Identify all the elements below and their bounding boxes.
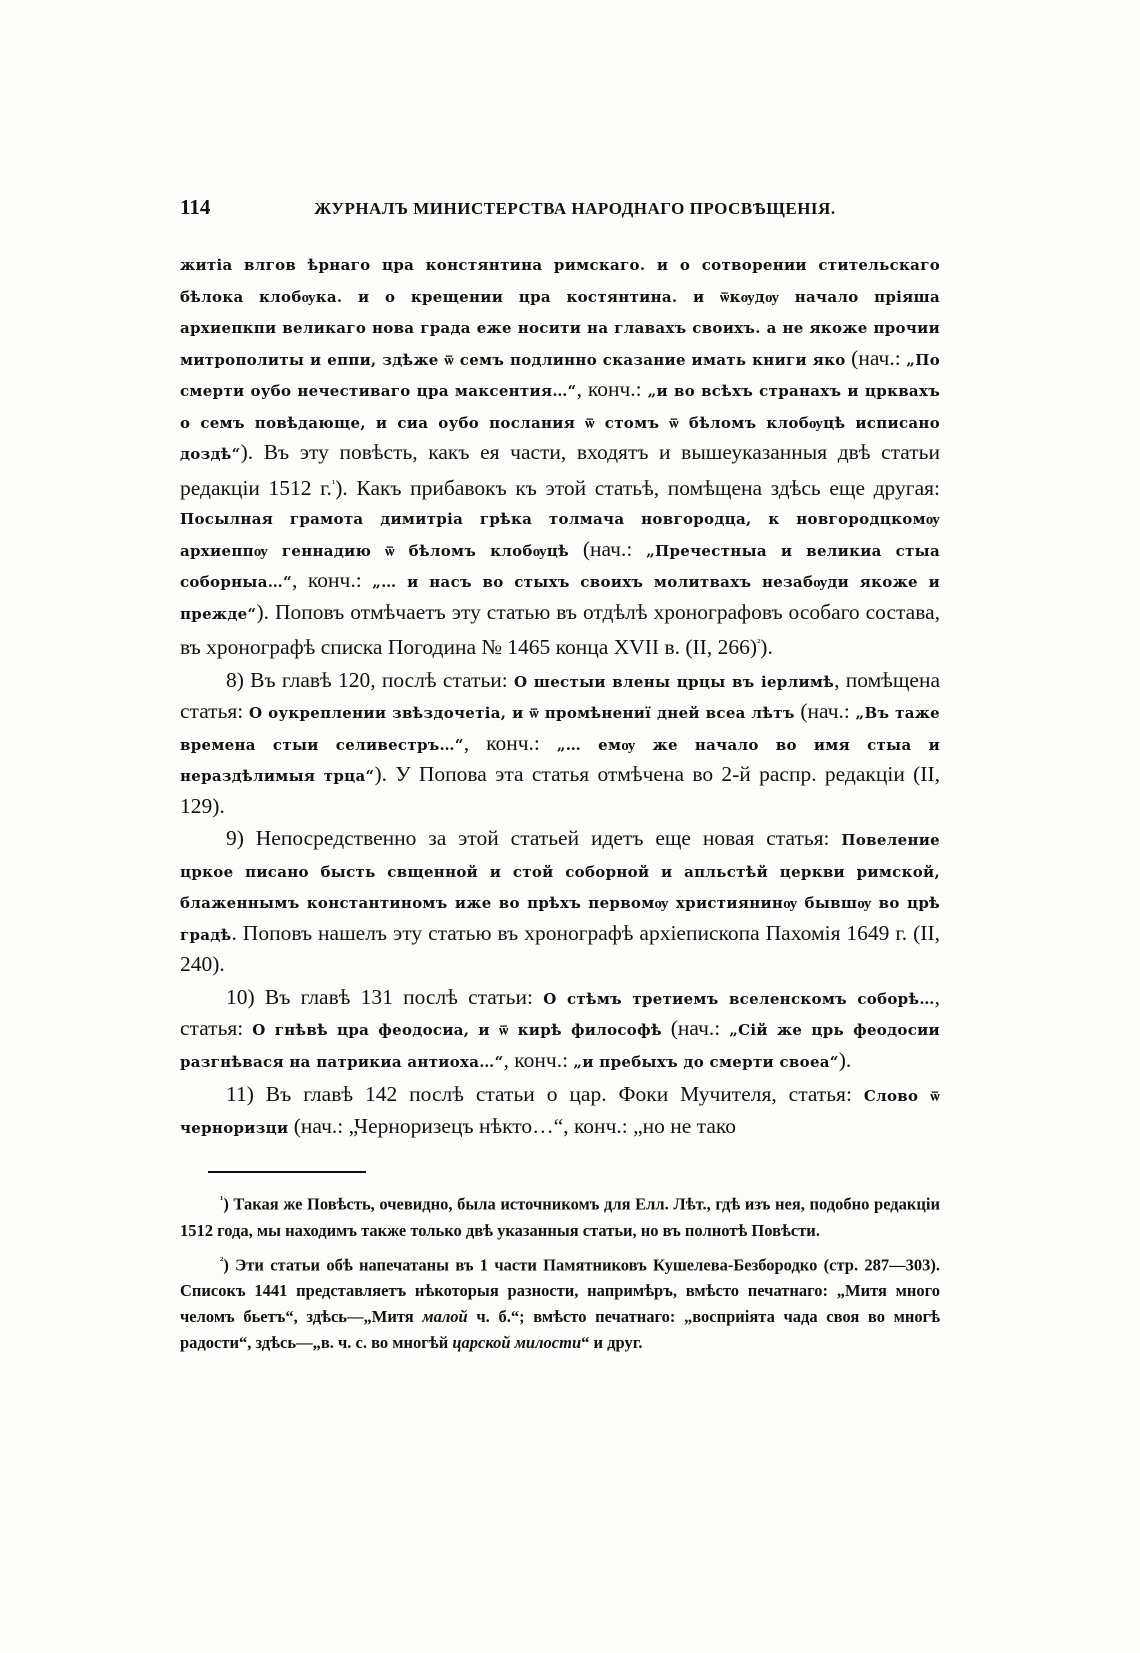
text-run: 10) Въ главѣ 131 послѣ статьи: [226,984,544,1009]
text-run: , статья: [180,984,940,1041]
slavonic-title: О оукреплении звѣздочетіа, и ѿ промѣнениї дней всеа лѣтъ [248,704,795,723]
slavonic-title: О стѣмъ третиемъ вселенскомъ соборѣ… [543,989,935,1008]
text-run: (нач.: [661,1016,730,1041]
footnote-italic: малой [422,1307,468,1327]
text-run: ). У Попова эта статья отмѣчена во 2-й распр. редакціи (II, 129). [180,762,941,818]
footnote-ref-2[interactable]: ² [756,637,761,650]
text-run: (нач.: [794,699,856,724]
slavonic-quote: „По смерти оубо нечестиваго цра максентия…“ [180,350,940,400]
running-title: ЖУРНАЛЪ МИНИСТЕРСТВА НАРОДНАГО ПРОСВѢЩЕНІЯ. [314,199,836,218]
text-run: (нач.: [569,536,647,561]
text-run: 11) Въ главѣ 142 послѣ статьи о цар. Фоки Мучителя, статья: [226,1082,864,1107]
paragraph-9 [180,824,940,980]
text-run: ). [760,635,773,660]
text-run: ). Поповъ отмѣчаетъ эту статью въ отдѣлѣ хронографовъ особаго состава, въ хронографѣ списка Погодина № 1465 конца XVII в. (II, 266) [180,599,940,660]
slavonic-quote: „и во всѣхъ странахъ и црквахъ о семъ повѣдающе, и сиа оубо послания ѿ стомъ ѿ бѣломъ клобѹцѣ исписано доздѣ“ [180,382,940,463]
slavonic-quote: „… и насъ во стыхъ своихъ молитвахъ незабѹди якоже и прежде“ [180,573,940,623]
paragraph-11 [180,1080,940,1143]
text-run: , конч.: [576,377,648,401]
slavonic-quote: „и пребыхъ до смерти своеа“ [573,1052,839,1071]
footnote-mark: ¹ [220,1194,224,1207]
text-run: , конч.: [292,568,373,593]
text-run: , помѣщена статья: [180,667,940,724]
footnote-ref-1[interactable]: ¹ [331,477,336,490]
text-run: (нач.: [845,345,907,370]
footnote-text: ч. б.“; вмѣсто печатнаго: „восприіята чада своя во многѣ радости“, здѣсь—„в. ч. с. во многѣй [180,1307,940,1353]
paragraph-10 [180,983,940,1078]
page-number: 114 [180,195,211,219]
footnote-text: ) Эти статьи обѣ напечатаны въ 1 части Памятниковъ Кушелева-Безбородко (стр. 287—303). Списокъ 1441 представляетъ нѣкоторыя разности, напримѣръ, вмѣсто печатнаго: „Митя много челомъ бьетъ“, здѣсь—„Митя [180,1255,940,1327]
text-run: ). Какъ прибавокъ къ этой статьѣ, помѣщена здѣсь еще другая: [335,475,940,500]
paragraph-continued [180,249,940,663]
page [180,195,940,1360]
footnote-italic: царской милости [452,1333,582,1353]
text-run: 9) Непосредственно за этой статьей идетъ еще новая статья: [226,826,842,851]
slavonic-title: Слово ѿ черноризци [180,1087,940,1137]
text-run: 8) Въ главѣ 120, послѣ статьи: [226,667,515,692]
footnote-2 [180,1248,940,1357]
text-run: ). [838,1047,852,1072]
slavonic-quote: „Въ таже времена стыи селивестръ…“ [180,704,940,754]
text-run: ). Въ эту повѣсть, какъ ея части, входятъ и вышеуказанныя двѣ статьи редакціи 1512 г. [180,440,940,500]
slavonic-title: житіа влгов ѣрнаго цра констянтина римскаго. и о сотворении стительскаго бѣлока клобѹка. и о крещении цра костянтина. и ѿкѹдѹ начало пріяша архиепкпи великаго нова града еже носити на главахъ своихъ. а не якоже прочии митрополиты и еппи, здѣже ѿ семъ подлинно сказание имать книги яко [180,256,940,369]
footnotes [180,1171,940,1356]
footnote-text: ) Такая же Повѣсть, очевидно, была источникомъ для Елл. Лѣт., гдѣ изъ нея, подобно редакціи 1512 года, мы находимъ также только двѣ указанныя статьи, но въ полнотѣ Повѣсти. [180,1194,940,1240]
slavonic-title: О гнѣвѣ цра феодосиа, и ѿ кирѣ философѣ [252,1021,662,1040]
slavonic-quote: „Сій же црь феодосии разгнѣвася на патрикиа антиоха…“ [180,1021,940,1071]
page-header [180,195,940,235]
footnote-divider [208,1171,366,1173]
main-text [180,249,940,1143]
slavonic-quote: „Пречестныа и великиа стыа соборныа…“ [180,541,940,592]
text-run: . Поповъ нашелъ эту статью въ хронографѣ архіепископа Пахомія 1649 г. (II, 240). [180,920,940,977]
paragraph-8 [180,666,940,822]
slavonic-quote: „… емѹ же начало во имя стыа и нераздѣлимыя трца“ [180,735,940,786]
footnote-text: “ и друг. [581,1333,643,1353]
text-run: , конч.: [463,730,557,755]
footnote-mark: ² [220,1254,224,1267]
text-run: , конч.: [503,1047,574,1072]
footnote-1 [180,1187,940,1244]
slavonic-title: О шестыи влены црцы въ іерлимѣ [514,672,835,691]
slavonic-title: Посылная грамота димитріа грѣка толмача новгородца, к новгородцкомѹ архиеппѹ геннадию ѿ бѣломъ клобѹцѣ [180,510,940,560]
text-run: (нач.: „Черноризецъ нѣкто…“, конч.: „но не тако [288,1113,737,1138]
slavonic-title: Повеление цркое писано бысть свщенной и стой соборной и апльстѣй церкви римской, блаженнымъ константиномъ иже во прѣхъ первомѹ християнинѹ бывшѹ во црѣ градѣ [180,831,940,944]
